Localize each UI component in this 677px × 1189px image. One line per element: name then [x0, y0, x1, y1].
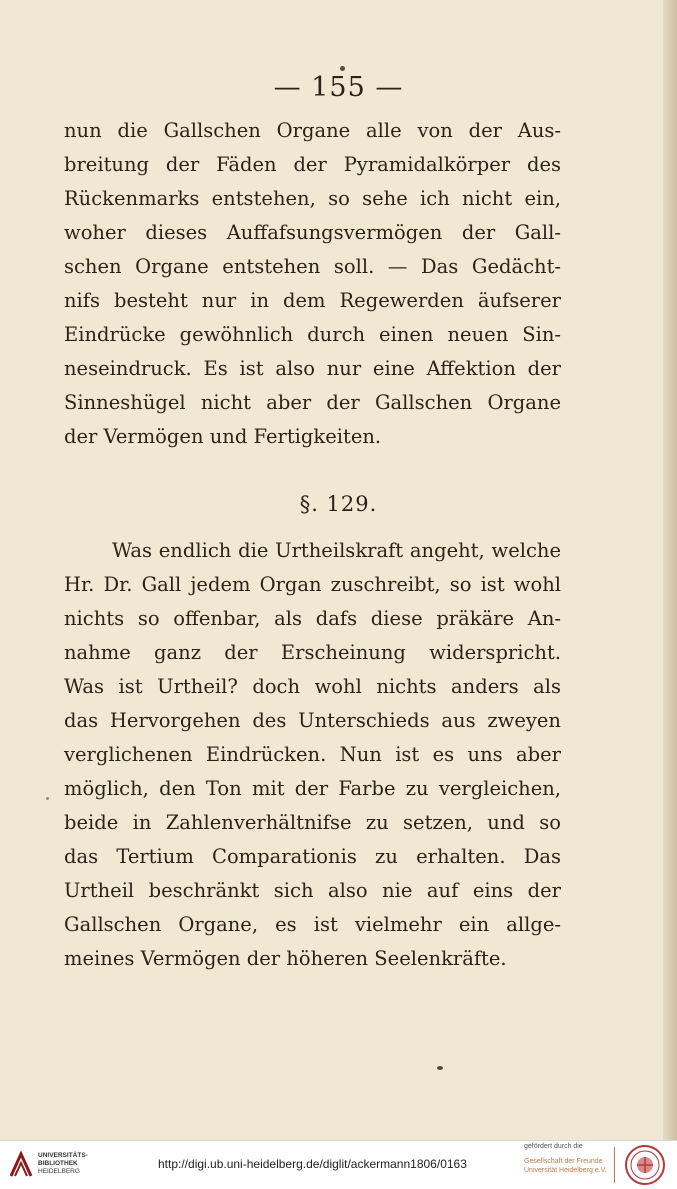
text-line: nifs besteht nur in dem Regewerden äufserer: [64, 289, 561, 312]
section-heading: §. 129.: [299, 492, 378, 516]
sponsor-name: [524, 1157, 607, 1175]
footer-divider: [614, 1147, 615, 1183]
text-line: meines Vermögen der höheren Seelenkräfte.: [64, 947, 507, 970]
text-line: das Hervorgehen des Unterschieds aus zweyen: [64, 709, 561, 732]
text-line: Was endlich die Urtheilskraft angeht, welche: [112, 539, 561, 562]
sponsor-name-line: Gesellschaft der Freunde: [524, 1158, 603, 1165]
library-name: [38, 1152, 88, 1176]
text-line: verglichenen Eindrücken. Nun ist es uns aber: [64, 743, 561, 766]
library-name-line: UNIVERSITÄTS-: [38, 1152, 88, 1159]
page-number-header: — 155 —: [273, 72, 404, 103]
permalink-url[interactable]: http://digi.ub.uni-heidelberg.de/diglit/ackermann1806/0163: [158, 1157, 467, 1171]
paragraph-2: [64, 534, 561, 976]
sponsor-label: gefördert durch die: [524, 1143, 583, 1150]
page-edge-shadow: [663, 0, 677, 1140]
text-line: möglich, den Ton mit der Farbe zu vergleichen,: [64, 777, 561, 800]
text-line: nichts so offenbar, als dafs diese präkäre An-: [64, 607, 561, 630]
text-line: Hr. Dr. Gall jedem Organ zuschreibt, so ist wohl: [64, 573, 561, 596]
text-line: Urtheil beschränkt sich also nie auf eins der: [64, 879, 561, 902]
text-line: woher dieses Auffafsungsvermögen der Gall-: [64, 221, 561, 244]
library-name-line: BIBLIOTHEK: [38, 1160, 78, 1167]
text-line: schen Organe entstehen soll. — Das Gedächt-: [64, 255, 561, 278]
text-line: nahme ganz der Erscheinung widerspricht.: [64, 641, 561, 664]
paragraph-1: [64, 114, 561, 454]
ink-speck: [437, 1066, 443, 1070]
text-line: Eindrücke gewöhnlich durch einen neuen Sin-: [64, 323, 561, 346]
text-line: der Vermögen und Fertigkeiten.: [64, 425, 382, 448]
text-line: das Tertium Comparationis zu erhalten. Das: [64, 845, 561, 868]
ink-speck: [340, 66, 345, 71]
text-line: Gallschen Organe, es ist vielmehr ein allge-: [64, 913, 561, 936]
footer-bar: [0, 1140, 677, 1189]
sponsor-name-line: Universität Heidelberg e.V.: [524, 1167, 607, 1174]
text-line: breitung der Fäden der Pyramidalkörper des: [64, 153, 561, 176]
text-line: neseindruck. Es ist also nur eine Affektion der: [64, 357, 561, 380]
text-line: Was ist Urtheil? doch wohl nichts anders als: [64, 675, 561, 698]
text-line: nun die Gallschen Organe alle von der Aus-: [64, 119, 561, 142]
university-seal-icon: [624, 1144, 666, 1186]
library-name-line: HEIDELBERG: [38, 1168, 80, 1175]
text-line: beide in Zahlenverhältnifse zu setzen, und so: [64, 811, 561, 834]
university-library-logo-icon: [8, 1150, 34, 1180]
text-line: Sinneshügel nicht aber der Gallschen Organe: [64, 391, 561, 414]
text-line: Rückenmarks entstehen, so sehe ich nicht ein,: [64, 187, 561, 210]
ink-speck: [46, 797, 49, 800]
